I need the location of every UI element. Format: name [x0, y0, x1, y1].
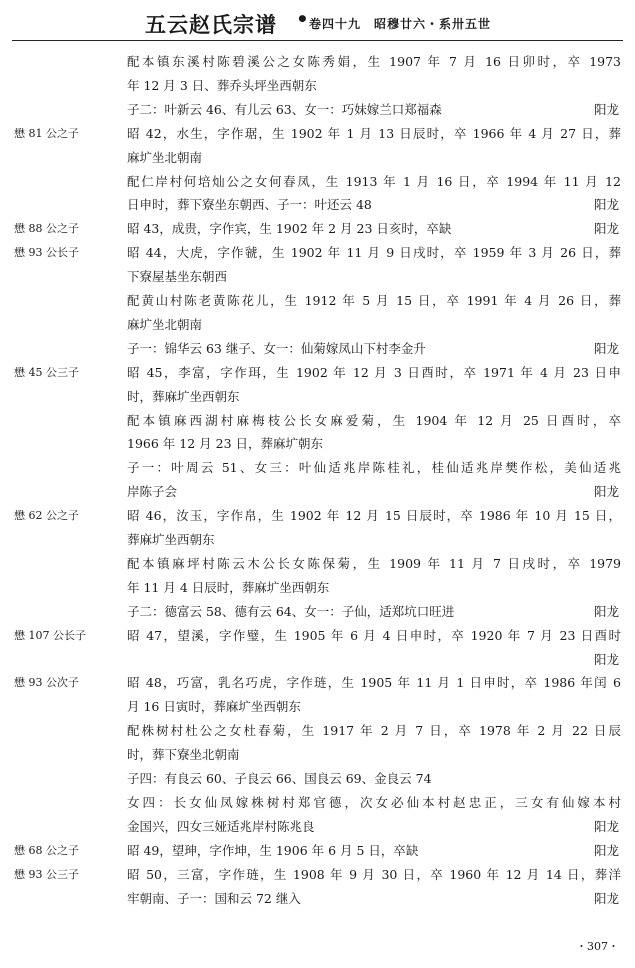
- lineage-label: 懋 107 公长子: [14, 628, 86, 642]
- lineage-label: 懋 93 公三子: [14, 867, 79, 881]
- entry-text: 昭 50，三富，字作琏，生 1908 年 9 月 30 日，卒 1960 年 12 月 14 日，葬洋: [127, 866, 621, 882]
- entry-text: 岸陈子会: [127, 484, 178, 500]
- entry-line: [0, 719, 635, 743]
- entry-text: 子一：叶周云 51、女三：叶仙适兆岸陈桂礼，桂仙适兆岸樊作松，美仙适兆: [127, 460, 621, 476]
- entry-line: [0, 74, 635, 98]
- lineage-label: 懋 93 公次子: [14, 676, 79, 690]
- entry-text: 昭 48，巧富，乳名巧虎，字作琏，生 1905 年 11 月 1 日申时，卒 1986 年闰 6: [127, 675, 621, 691]
- entry-line: [0, 409, 635, 433]
- entry-line: [0, 217, 635, 241]
- entry-text: 配本镇麻西湖村麻梅枝公长女麻爱菊，生 1904 年 12 月 25 日酉时，卒: [127, 412, 621, 428]
- entry-line: [0, 791, 635, 815]
- compiler-signature: 阳龙: [593, 603, 619, 619]
- compiler-signature: 阳龙: [593, 842, 619, 858]
- entry-text: 昭 49，望珅，字作坤，生 1906 年 6 月 5 日，卒缺: [127, 842, 419, 858]
- entry-line: [0, 552, 635, 576]
- entry-text: 子二：德富云 58、德有云 64、女一：子仙，适郑坑口旺进: [127, 603, 455, 619]
- entry-text: 昭 45，李富，字作珥，生 1902 年 12 月 3 日酉时，卒 1971 年 4 月 23 日申: [127, 364, 621, 380]
- entry-line: [0, 122, 635, 146]
- entry-line: [0, 265, 635, 289]
- compiler-signature: 阳龙: [593, 221, 619, 237]
- entry-text: 时，葬下寮坐北朝南: [127, 747, 240, 763]
- entry-line: [0, 170, 635, 194]
- entry-text: 月 16 日寅时，葬麻圹坐西朝东: [127, 699, 301, 715]
- lineage-label: 懋 62 公之子: [14, 509, 79, 523]
- entry-line: [0, 193, 635, 217]
- entry-line: [0, 648, 635, 672]
- compiler-signature: 阳龙: [593, 197, 619, 213]
- page-header: [12, 6, 623, 41]
- lineage-label: 懋 88 公之子: [14, 222, 79, 236]
- entry-line: [0, 624, 635, 648]
- entry-text: 1966 年 12 月 23 日，葬麻圹朝东: [127, 436, 323, 452]
- entry-line: [0, 528, 635, 552]
- book-title: 五云赵氏宗谱: [145, 12, 277, 37]
- compiler-signature: 阳龙: [593, 340, 619, 356]
- entry-text: 配株树村杜公之女杜春菊，生 1917 年 2 月 7 日，卒 1978 年 2 月 22 日辰: [127, 723, 621, 739]
- compiler-signature: 阳龙: [593, 101, 619, 117]
- entry-text: 昭 46，汝玉，字作帛，生 1902 年 12 月 15 日辰时，卒 1986 年 10 月 15 日，: [127, 508, 621, 524]
- entry-line: [0, 600, 635, 624]
- entry-line: [0, 576, 635, 600]
- entry-line: [0, 289, 635, 313]
- entry-text: 年 11 月 4 日辰时，葬麻圹坐西朝东: [127, 579, 330, 595]
- entry-text: 金国兴，四女三娅适兆岸村陈兆良: [127, 818, 315, 834]
- entry-line: [0, 361, 635, 385]
- lineage-label: 懋 45 公三子: [14, 365, 79, 379]
- entry-text: 牢朝南、子一：国和云 72 继入: [127, 890, 301, 906]
- entry-text: 配仁岸村何培灿公之女何春凤，生 1913 年 1 月 16 日，卒 1994 年 11 月 12: [127, 173, 621, 189]
- entry-line: [0, 743, 635, 767]
- entry-text: 麻圹坐北朝南: [127, 316, 203, 332]
- entry-line: [0, 313, 635, 337]
- entry-line: [0, 480, 635, 504]
- entry-line: [0, 863, 635, 887]
- entry-line: [0, 146, 635, 170]
- entry-text: 子二：叶新云 46、有儿云 63、女一：巧妹嫁兰口郑福森: [127, 101, 442, 117]
- compiler-signature: 阳龙: [593, 890, 619, 906]
- entry-text: 葬麻圹坐西朝东: [127, 532, 215, 547]
- entry-line: [0, 50, 635, 74]
- page-number: ・307・: [576, 940, 619, 953]
- entry-line: [0, 839, 635, 863]
- entry-text: 昭 47，望溪，字作璧，生 1905 年 6 月 4 日申时，卒 1920 年 7 月 23 日酉时: [127, 627, 621, 643]
- entry-text: 麻圹坐北朝南: [127, 149, 203, 165]
- entry-line: [0, 337, 635, 361]
- entry-text: 子四：有良云 60、子良云 66、国良云 69、金良云 74: [127, 771, 432, 786]
- entry-line: [0, 887, 635, 911]
- entry-line: [0, 671, 635, 695]
- compiler-signature: 阳龙: [593, 484, 619, 500]
- entry-line: [0, 504, 635, 528]
- entry-text: 昭 42，水生，字作琚，生 1902 年 1 月 13 日辰时，卒 1966 年 4 月 27 日，葬: [127, 125, 621, 141]
- entry-line: [0, 432, 635, 456]
- entry-text: 时，葬麻圹坐西朝东: [127, 388, 240, 404]
- entry-line: [0, 695, 635, 719]
- compiler-signature: 阳龙: [593, 818, 619, 834]
- entry-text: 昭 44，大虎，字作虢，生 1902 年 11 月 9 日戌时，卒 1959 年 3 月 26 日，葬: [127, 245, 621, 261]
- title-separator: •: [296, 7, 309, 31]
- entry-text: 配本镇东溪村陈碧溪公之女陈秀娟，生 1907 年 7 月 16 日卯时，卒 1973: [127, 54, 621, 69]
- entry-text: 日申时，葬下寮坐东朝西、子一：叶还云 48: [127, 197, 372, 213]
- entry-line: [0, 456, 635, 480]
- entry-text: 昭 43，成贵，字作宾，生 1902 年 2 月 23 日亥时，卒缺: [127, 221, 452, 237]
- entry-text: 配本镇麻坪村陈云木公长女陈保菊，生 1909 年 11 月 7 日戌时，卒 1979: [127, 555, 621, 571]
- lineage-label: 懋 81 公之子: [14, 126, 79, 140]
- entry-text: 女四：长女仙凤嫁株树村郑官德，次女必仙本村赵忠正，三女有仙嫁本村: [127, 794, 621, 810]
- lineage-label: 懋 68 公之子: [14, 843, 79, 857]
- entry-line: [0, 241, 635, 265]
- entry-text: 配黄山村陈老黄陈花儿，生 1912 年 5 月 15 日，卒 1991 年 4 月 26 日，葬: [127, 293, 621, 308]
- entry-text: 下寮屋基坐东朝西: [127, 269, 228, 285]
- entry-line: [0, 98, 635, 122]
- compiler-signature: 阳龙: [593, 651, 619, 667]
- entry-text: 年 12 月 3 日、葬乔头坪坐西朝东: [127, 77, 317, 93]
- entry-text: 子一：锦华云 63 继子、女一：仙菊嫁凤山下村李金升: [127, 340, 426, 356]
- lineage-label: 懋 93 公长子: [14, 246, 79, 260]
- entry-line: [0, 385, 635, 409]
- volume-subtitle: 卷四十九 昭穆廿六・系卅五世: [309, 17, 492, 31]
- entry-line: [0, 815, 635, 839]
- entry-line: [0, 767, 635, 791]
